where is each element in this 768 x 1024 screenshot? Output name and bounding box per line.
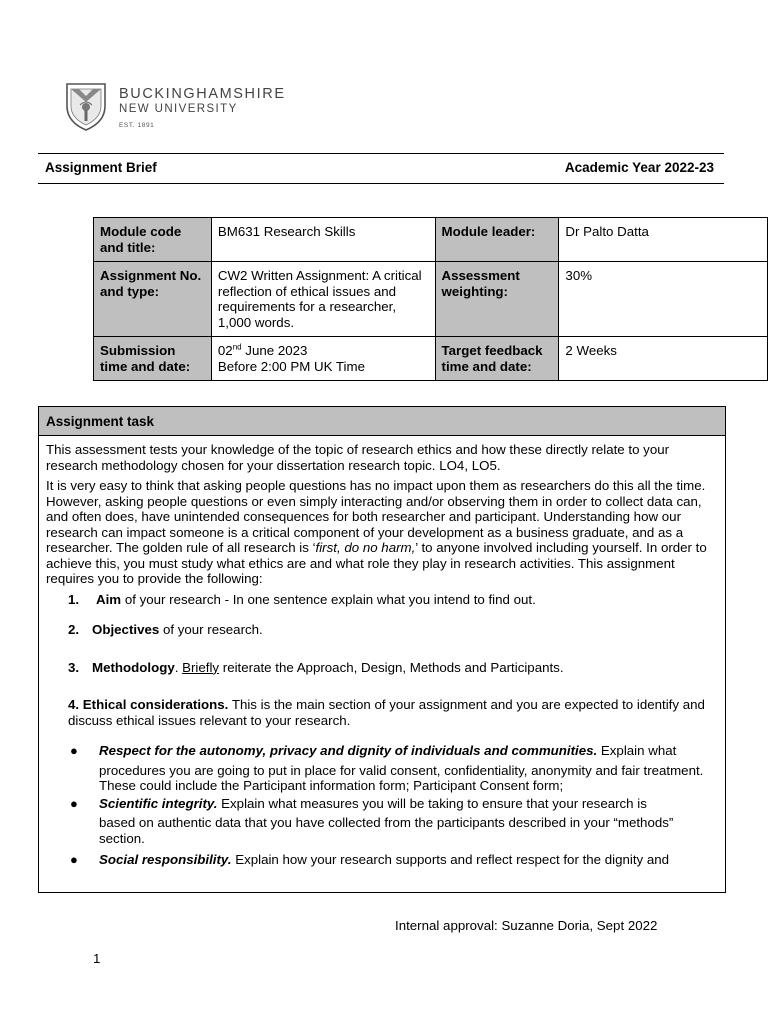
assignment-task-body: [39, 436, 725, 868]
table-row: [94, 218, 768, 262]
task-paragraph-2-b: ’ to anyone involved including yourself. In order to achieve this, you must study what ethics are and what role they play in research activities. This assignment requires you to provide the following:: [46, 540, 707, 586]
logo-university-sub: NEW UNIVERSITY: [119, 103, 238, 115]
university-crest-icon: [64, 80, 108, 132]
bullet-item: [46, 743, 716, 759]
list-item-number: 1.: [68, 591, 80, 607]
bullet-text: Explain what: [597, 743, 677, 758]
internal-approval: Internal approval: Suzanne Doria, Sept 2022: [395, 918, 658, 933]
logo-established: EST. 1891: [119, 122, 155, 129]
bullet-continuation: based on authentic data that you have collected from the participants described in your “methods” section.: [99, 815, 674, 846]
submission-value: [211, 337, 435, 381]
list-item-text: of your research - In one sentence explain what you intend to find out.: [121, 591, 536, 607]
page-number: 1: [93, 951, 101, 966]
list-item: [46, 592, 716, 608]
list-item-bold: Ethical considerations.: [82, 697, 229, 712]
bullet-icon: ●: [70, 795, 78, 811]
list-item-number: 2.: [68, 622, 80, 637]
assignment-task-heading: Assignment task: [39, 407, 725, 436]
module-info-table: [93, 217, 768, 381]
submission-time: Before 2:00 PM UK Time: [217, 358, 365, 374]
academic-year: Academic Year 2022-23: [564, 160, 714, 175]
list-item-bold: Aim: [96, 591, 122, 607]
bullet-item: [46, 852, 716, 868]
module-code-value: BM631 Research Skills: [211, 218, 435, 262]
list-item-number: 4.: [68, 697, 80, 712]
list-item: [46, 697, 716, 728]
list-item-text: of your research.: [159, 622, 263, 637]
module-leader-label: Module leader:: [435, 218, 559, 262]
assignment-type-label: Assignment No. and type:: [94, 262, 212, 337]
task-paragraph-2-a: It is very easy to think that asking people questions has no impact upon them as researchers do this all the time. However, asking people questions or even simply interacting and/or observing them in order to collect data can, and often does, have unintended consequences for both researcher and participant. Understanding how our research can impact someone is a critical component of your development as a business graduate, and as a researcher. The golden rule of all research is ‘: [46, 478, 706, 555]
bullet-heading: Scientific integrity.: [99, 795, 218, 811]
task-paragraph-2: [46, 478, 716, 587]
bullet-continuation: procedures you are going to put in place for valid consent, confidentiality, anonymity and fair treatment. These could include the Participant information form; Participant Consent form;: [99, 762, 704, 793]
list-item: [46, 660, 716, 676]
list-item: [46, 622, 716, 638]
bullet-icon: ●: [70, 743, 78, 758]
task-paragraph-2-emphasis: first, do no harm,: [315, 540, 416, 555]
assignment-task-box: [38, 406, 726, 893]
list-item-text: This is the main section of your assignment and you are expected to identify and discuss ethical issues relevant to your research.: [68, 697, 705, 728]
list-item-underline: Briefly: [182, 659, 220, 675]
target-feedback-label: Target feedback time and date:: [435, 337, 559, 381]
bullet-heading: Social responsibility.: [99, 852, 232, 867]
bullet-text: Explain what measures you will be taking to ensure that your research is: [217, 795, 647, 811]
list-item-number: 3.: [68, 659, 80, 675]
list-item-bold: Methodology: [92, 659, 175, 675]
submission-day-suffix: nd: [232, 342, 242, 352]
university-logo: [64, 80, 284, 132]
list-item-bold: Objectives: [92, 622, 160, 637]
task-paragraph-1: This assessment tests your knowledge of the topic of research ethics and how these directly relate to your research methodology chosen for your dissertation research topic. LO4, LO5.: [46, 442, 670, 473]
assignment-brief-title: Assignment Brief: [45, 160, 157, 175]
bullet-icon: ●: [70, 852, 78, 867]
bullet-text: Explain how your research supports and reflect respect for the dignity and: [231, 852, 670, 867]
list-item-text: reiterate the Approach, Design, Methods and Participants.: [219, 659, 564, 675]
module-leader-value: Dr Palto Datta: [559, 218, 768, 262]
table-row: [94, 262, 768, 337]
assessment-weighting-value: 30%: [559, 262, 768, 337]
bullet-item: [46, 796, 716, 812]
target-feedback-value: 2 Weeks: [559, 337, 768, 381]
assignment-type-value: CW2 Written Assignment: A critical reflection of ethical issues and requirements for a researcher, 1,000 words.: [211, 262, 435, 337]
assessment-weighting-label: Assessment weighting:: [435, 262, 559, 337]
assignment-brief-bar: [38, 153, 724, 184]
submission-label: Submission time and date:: [94, 337, 212, 381]
logo-university-name: BUCKINGHAMSHIRE: [119, 86, 286, 102]
table-row: [94, 337, 768, 381]
submission-day: 02: [217, 343, 233, 358]
module-code-label: Module code and title:: [94, 218, 212, 262]
bullet-heading: Respect for the autonomy, privacy and dignity of individuals and communities.: [99, 743, 598, 758]
list-item-sep: .: [174, 659, 183, 675]
submission-month: June 2023: [241, 343, 308, 358]
